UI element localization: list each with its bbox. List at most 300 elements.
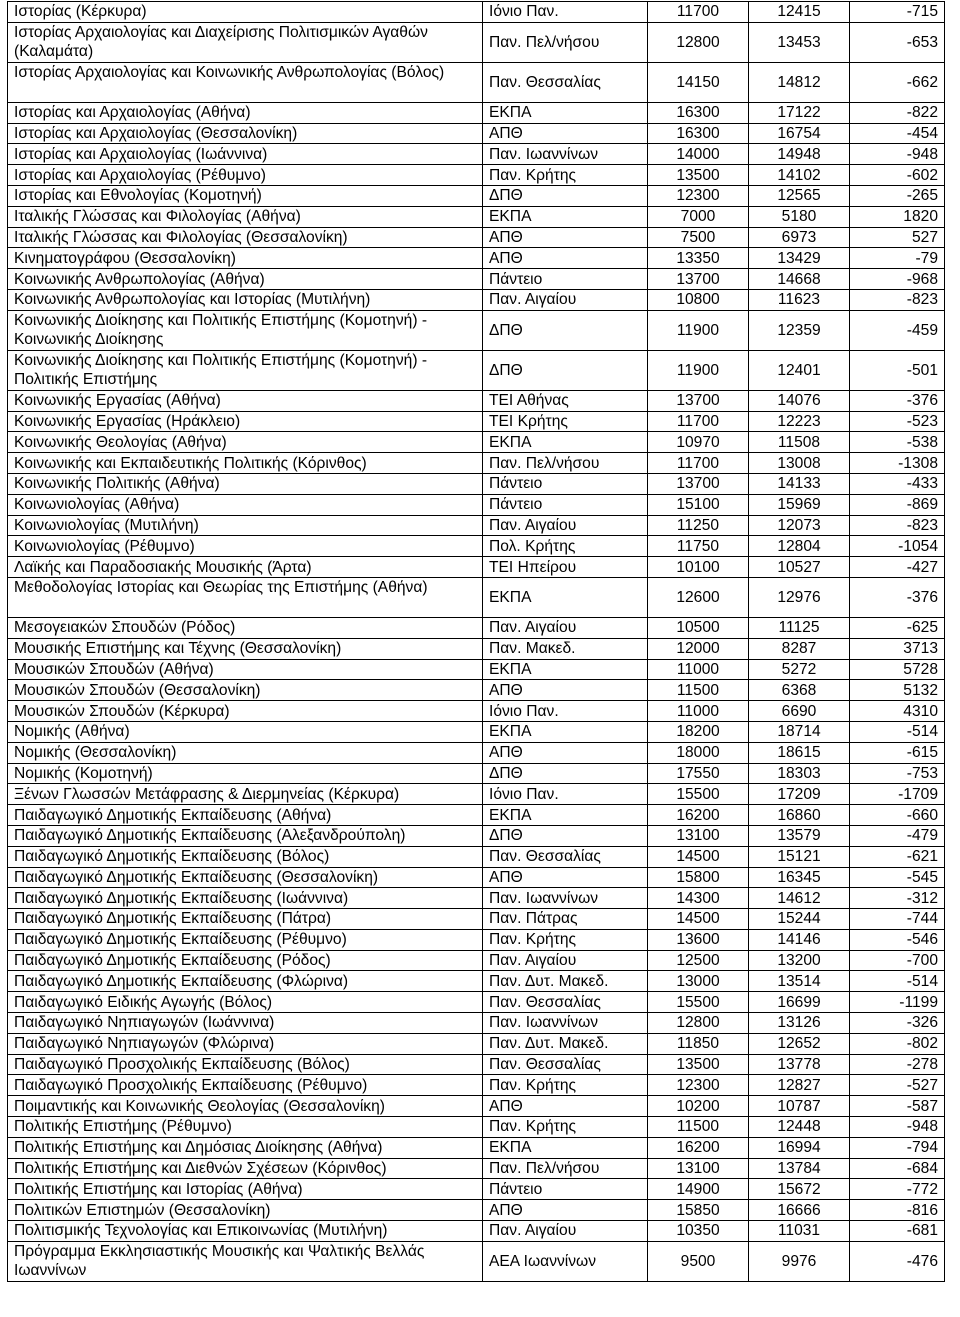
institution-cell: Πάντειο xyxy=(483,1179,648,1200)
base-score-cell: 10100 xyxy=(648,557,749,578)
difference-cell: -278 xyxy=(850,1054,945,1075)
table-row xyxy=(8,617,945,638)
base-score-cell: 14150 xyxy=(648,62,749,102)
base-score-cell: 15500 xyxy=(648,992,749,1013)
last-admitted-cell: 16345 xyxy=(749,867,850,888)
table-row xyxy=(8,185,945,206)
last-admitted-cell: 12976 xyxy=(749,577,850,617)
table-row xyxy=(8,494,945,515)
difference-cell: -376 xyxy=(850,390,945,411)
institution-cell: ΑΕΑ Ιωαννίνων xyxy=(483,1241,648,1281)
table-row xyxy=(8,701,945,722)
department-cell: Νομικής (Θεσσαλονίκη) xyxy=(8,742,483,763)
department-cell: Παιδαγωγικό Νηπιαγωγών (Φλώρινα) xyxy=(8,1033,483,1054)
institution-cell: ΑΠΘ xyxy=(483,1200,648,1221)
institution-cell: ΑΠΘ xyxy=(483,248,648,269)
institution-cell: Πάντειο xyxy=(483,473,648,494)
department-cell: Μουσικών Σπουδών (Αθήνα) xyxy=(8,659,483,680)
last-admitted-cell: 14133 xyxy=(749,473,850,494)
last-admitted-cell: 11623 xyxy=(749,289,850,310)
last-admitted-cell: 12448 xyxy=(749,1117,850,1138)
base-score-cell: 16200 xyxy=(648,1137,749,1158)
department-cell: Μουσικής Επιστήμης και Τέχνης (Θεσσαλονίκη) xyxy=(8,638,483,659)
base-score-cell: 13700 xyxy=(648,473,749,494)
base-score-cell: 17550 xyxy=(648,763,749,784)
difference-cell: -816 xyxy=(850,1200,945,1221)
last-admitted-cell: 13784 xyxy=(749,1158,850,1179)
last-admitted-cell: 15672 xyxy=(749,1179,850,1200)
department-cell: Παιδαγωγικό Δημοτικής Εκπαίδευσης (Θεσσαλονίκη) xyxy=(8,867,483,888)
table-row xyxy=(8,805,945,826)
difference-cell: -479 xyxy=(850,825,945,846)
department-cell: Πολιτικής Επιστήμης και Διεθνών Σχέσεων (Κόρινθος) xyxy=(8,1158,483,1179)
base-score-cell: 10200 xyxy=(648,1096,749,1117)
last-admitted-cell: 18303 xyxy=(749,763,850,784)
table-row xyxy=(8,411,945,432)
department-cell: Παιδαγωγικό Δημοτικής Εκπαίδευσης (Ρέθυμνο) xyxy=(8,929,483,950)
difference-cell: 527 xyxy=(850,227,945,248)
difference-cell: -700 xyxy=(850,950,945,971)
last-admitted-cell: 14668 xyxy=(749,269,850,290)
table-row xyxy=(8,846,945,867)
difference-cell: -602 xyxy=(850,165,945,186)
institution-cell: Παν. Ιωαννίνων xyxy=(483,1013,648,1034)
last-admitted-cell: 16666 xyxy=(749,1200,850,1221)
difference-cell: -869 xyxy=(850,494,945,515)
table-row xyxy=(8,867,945,888)
base-score-cell: 11000 xyxy=(648,701,749,722)
base-score-cell: 11500 xyxy=(648,1117,749,1138)
last-admitted-cell: 5272 xyxy=(749,659,850,680)
table-row xyxy=(8,1096,945,1117)
base-score-cell: 14000 xyxy=(648,144,749,165)
last-admitted-cell: 12415 xyxy=(749,2,850,23)
department-cell: Κινηματογράφου (Θεσσαλονίκη) xyxy=(8,248,483,269)
table-row xyxy=(8,144,945,165)
difference-cell: -744 xyxy=(850,909,945,930)
base-score-cell: 11000 xyxy=(648,659,749,680)
difference-cell: -1709 xyxy=(850,784,945,805)
base-score-cell: 12000 xyxy=(648,638,749,659)
difference-cell: -546 xyxy=(850,929,945,950)
institution-cell: Παν. Αιγαίου xyxy=(483,617,648,638)
difference-cell: -822 xyxy=(850,102,945,123)
institution-cell: Παν. Κρήτης xyxy=(483,165,648,186)
department-cell: Λαϊκής και Παραδοσιακής Μουσικής (Άρτα) xyxy=(8,557,483,578)
base-score-cell: 14300 xyxy=(648,888,749,909)
base-score-cell: 11750 xyxy=(648,536,749,557)
last-admitted-cell: 6973 xyxy=(749,227,850,248)
table-row xyxy=(8,1075,945,1096)
difference-cell: -684 xyxy=(850,1158,945,1179)
institution-cell: Παν. Δυτ. Μακεδ. xyxy=(483,1033,648,1054)
table-row xyxy=(8,453,945,474)
table-row xyxy=(8,102,945,123)
base-score-cell: 12600 xyxy=(648,577,749,617)
base-score-cell: 15850 xyxy=(648,1200,749,1221)
difference-cell: -823 xyxy=(850,515,945,536)
difference-cell: -433 xyxy=(850,473,945,494)
difference-cell: -968 xyxy=(850,269,945,290)
last-admitted-cell: 12223 xyxy=(749,411,850,432)
table-row xyxy=(8,1241,945,1281)
department-cell: Μουσικών Σπουδών (Θεσσαλονίκη) xyxy=(8,680,483,701)
department-cell: Ιταλικής Γλώσσας και Φιλολογίας (Αθήνα) xyxy=(8,206,483,227)
institution-cell: ΕΚΠΑ xyxy=(483,659,648,680)
table-row xyxy=(8,1054,945,1075)
department-cell: Πολιτικής Επιστήμης και Δημόσιας Διοίκησης (Αθήνα) xyxy=(8,1137,483,1158)
last-admitted-cell: 5180 xyxy=(749,206,850,227)
difference-cell: -948 xyxy=(850,144,945,165)
base-score-cell: 7500 xyxy=(648,227,749,248)
table-row xyxy=(8,123,945,144)
last-admitted-cell: 14076 xyxy=(749,390,850,411)
base-score-cell: 11700 xyxy=(648,453,749,474)
last-admitted-cell: 12827 xyxy=(749,1075,850,1096)
last-admitted-cell: 12652 xyxy=(749,1033,850,1054)
department-cell: Ιστορίας (Κέρκυρα) xyxy=(8,2,483,23)
base-score-cell: 16300 xyxy=(648,123,749,144)
department-cell: Ξένων Γλωσσών Μετάφρασης & Διερμηνείας (Κέρκυρα) xyxy=(8,784,483,805)
difference-cell: 5132 xyxy=(850,680,945,701)
table-row xyxy=(8,1137,945,1158)
last-admitted-cell: 12565 xyxy=(749,185,850,206)
institution-cell: Παν. Αιγαίου xyxy=(483,1221,648,1242)
base-score-cell: 11500 xyxy=(648,680,749,701)
base-score-cell: 11250 xyxy=(648,515,749,536)
last-admitted-cell: 16699 xyxy=(749,992,850,1013)
last-admitted-cell: 18714 xyxy=(749,721,850,742)
table-row xyxy=(8,971,945,992)
last-admitted-cell: 16860 xyxy=(749,805,850,826)
institution-cell: ΤΕΙ Κρήτης xyxy=(483,411,648,432)
department-cell: Πολιτικής Επιστήμης (Ρέθυμνο) xyxy=(8,1117,483,1138)
difference-cell: -715 xyxy=(850,2,945,23)
last-admitted-cell: 11125 xyxy=(749,617,850,638)
table-row xyxy=(8,557,945,578)
institution-cell: Πάντειο xyxy=(483,494,648,515)
base-score-cell: 10500 xyxy=(648,617,749,638)
base-score-cell: 14900 xyxy=(648,1179,749,1200)
difference-cell: -538 xyxy=(850,432,945,453)
department-cell: Νομικής (Αθήνα) xyxy=(8,721,483,742)
base-score-cell: 11700 xyxy=(648,411,749,432)
table-body xyxy=(8,2,945,1282)
difference-cell: -625 xyxy=(850,617,945,638)
table-row xyxy=(8,763,945,784)
table-row xyxy=(8,825,945,846)
last-admitted-cell: 13126 xyxy=(749,1013,850,1034)
base-score-cell: 12800 xyxy=(648,22,749,62)
institution-cell: ΕΚΠΑ xyxy=(483,805,648,826)
department-cell: Παιδαγωγικό Δημοτικής Εκπαίδευσης (Ρόδος) xyxy=(8,950,483,971)
base-score-cell: 12300 xyxy=(648,1075,749,1096)
last-admitted-cell: 14102 xyxy=(749,165,850,186)
table-row xyxy=(8,992,945,1013)
department-cell: Κοινωνιολογίας (Μυτιλήνη) xyxy=(8,515,483,536)
institution-cell: Παν. Αιγαίου xyxy=(483,950,648,971)
base-score-cell: 13700 xyxy=(648,269,749,290)
difference-cell: -79 xyxy=(850,248,945,269)
difference-cell: -1054 xyxy=(850,536,945,557)
last-admitted-cell: 18615 xyxy=(749,742,850,763)
base-score-cell: 14500 xyxy=(648,909,749,930)
table-row xyxy=(8,269,945,290)
table-row xyxy=(8,62,945,102)
base-score-cell: 16300 xyxy=(648,102,749,123)
department-cell: Κοινωνικής και Εκπαιδευτικής Πολιτικής (Κόρινθος) xyxy=(8,453,483,474)
department-cell: Ιστορίας και Αρχαιολογίας (Ρέθυμνο) xyxy=(8,165,483,186)
department-cell: Κοινωνιολογίας (Αθήνα) xyxy=(8,494,483,515)
department-cell: Κοινωνιολογίας (Ρέθυμνο) xyxy=(8,536,483,557)
table-row xyxy=(8,515,945,536)
base-score-cell: 14500 xyxy=(648,846,749,867)
base-score-cell: 13600 xyxy=(648,929,749,950)
institution-cell: Παν. Δυτ. Μακεδ. xyxy=(483,971,648,992)
last-admitted-cell: 13200 xyxy=(749,950,850,971)
difference-cell: -948 xyxy=(850,1117,945,1138)
difference-cell: -527 xyxy=(850,1075,945,1096)
table-row xyxy=(8,784,945,805)
base-score-cell: 13500 xyxy=(648,165,749,186)
table-row xyxy=(8,2,945,23)
table-row xyxy=(8,1013,945,1034)
department-cell: Μουσικών Σπουδών (Κέρκυρα) xyxy=(8,701,483,722)
department-cell: Πολιτικών Επιστημών (Θεσσαλονίκη) xyxy=(8,1200,483,1221)
department-cell: Παιδαγωγικό Δημοτικής Εκπαίδευσης (Βόλος) xyxy=(8,846,483,867)
difference-cell: -476 xyxy=(850,1241,945,1281)
table-row xyxy=(8,1221,945,1242)
department-cell: Παιδαγωγικό Δημοτικής Εκπαίδευσης (Αλεξανδρούπολη) xyxy=(8,825,483,846)
table-row xyxy=(8,909,945,930)
base-score-cell: 7000 xyxy=(648,206,749,227)
table-row xyxy=(8,206,945,227)
institution-cell: ΑΠΘ xyxy=(483,867,648,888)
department-cell: Κοινωνικής Εργασίας (Αθήνα) xyxy=(8,390,483,411)
institution-cell: Ιόνιο Παν. xyxy=(483,701,648,722)
last-admitted-cell: 6368 xyxy=(749,680,850,701)
institution-cell: Παν. Θεσσαλίας xyxy=(483,1054,648,1075)
last-admitted-cell: 12401 xyxy=(749,350,850,390)
base-score-cell: 12500 xyxy=(648,950,749,971)
base-score-cell: 11900 xyxy=(648,350,749,390)
difference-cell: -621 xyxy=(850,846,945,867)
base-score-cell: 10970 xyxy=(648,432,749,453)
department-cell: Κοινωνικής Θεολογίας (Αθήνα) xyxy=(8,432,483,453)
difference-cell: -681 xyxy=(850,1221,945,1242)
table-row xyxy=(8,888,945,909)
last-admitted-cell: 16994 xyxy=(749,1137,850,1158)
table-row xyxy=(8,350,945,390)
institution-cell: Παν. Πελ/νήσου xyxy=(483,1158,648,1179)
institution-cell: Παν. Πελ/νήσου xyxy=(483,22,648,62)
institution-cell: Παν. Θεσσαλίας xyxy=(483,992,648,1013)
last-admitted-cell: 13429 xyxy=(749,248,850,269)
table-row xyxy=(8,289,945,310)
base-score-cell: 9500 xyxy=(648,1241,749,1281)
department-cell: Ιστορίας και Αρχαιολογίας (Αθήνα) xyxy=(8,102,483,123)
institution-cell: Παν. Ιωαννίνων xyxy=(483,888,648,909)
institution-cell: Παν. Θεσσαλίας xyxy=(483,846,648,867)
institution-cell: Παν. Μακεδ. xyxy=(483,638,648,659)
difference-cell: 4310 xyxy=(850,701,945,722)
difference-cell: -662 xyxy=(850,62,945,102)
institution-cell: ΑΠΘ xyxy=(483,680,648,701)
table-row xyxy=(8,929,945,950)
difference-cell: 5728 xyxy=(850,659,945,680)
table-row xyxy=(8,577,945,617)
base-score-cell: 12800 xyxy=(648,1013,749,1034)
department-cell: Ιστορίας και Εθνολογίας (Κομοτηνή) xyxy=(8,185,483,206)
last-admitted-cell: 17209 xyxy=(749,784,850,805)
table-row xyxy=(8,950,945,971)
department-cell: Πολιτισμικής Τεχνολογίας και Επικοινωνίας (Μυτιλήνη) xyxy=(8,1221,483,1242)
difference-cell: -454 xyxy=(850,123,945,144)
table-row xyxy=(8,432,945,453)
base-score-cell: 10800 xyxy=(648,289,749,310)
last-admitted-cell: 17122 xyxy=(749,102,850,123)
table-row xyxy=(8,473,945,494)
base-score-cell: 13700 xyxy=(648,390,749,411)
last-admitted-cell: 13579 xyxy=(749,825,850,846)
table-row xyxy=(8,721,945,742)
department-cell: Παιδαγωγικό Δημοτικής Εκπαίδευσης (Ιωάννινα) xyxy=(8,888,483,909)
institution-cell: Ιόνιο Παν. xyxy=(483,784,648,805)
last-admitted-cell: 8287 xyxy=(749,638,850,659)
institution-cell: Πολ. Κρήτης xyxy=(483,536,648,557)
base-score-cell: 18200 xyxy=(648,721,749,742)
department-cell: Κοινωνικής Διοίκησης και Πολιτικής Επιστήμης (Κομοτηνή) - Κοινωνικής Διοίκησης xyxy=(8,310,483,350)
last-admitted-cell: 11031 xyxy=(749,1221,850,1242)
base-score-cell: 13000 xyxy=(648,971,749,992)
base-score-cell: 15800 xyxy=(648,867,749,888)
difference-cell: -326 xyxy=(850,1013,945,1034)
base-score-cell: 16200 xyxy=(648,805,749,826)
difference-cell: -265 xyxy=(850,185,945,206)
base-score-cell: 18000 xyxy=(648,742,749,763)
department-cell: Κοινωνικής Εργασίας (Ηράκλειο) xyxy=(8,411,483,432)
difference-cell: -501 xyxy=(850,350,945,390)
department-cell: Κοινωνικής Ανθρωπολογίας και Ιστορίας (Μυτιλήνη) xyxy=(8,289,483,310)
department-cell: Παιδαγωγικό Προσχολικής Εκπαίδευσης (Βόλος) xyxy=(8,1054,483,1075)
difference-cell: -753 xyxy=(850,763,945,784)
institution-cell: ΑΠΘ xyxy=(483,227,648,248)
table-row xyxy=(8,248,945,269)
difference-cell: -376 xyxy=(850,577,945,617)
department-cell: Κοινωνικής Πολιτικής (Αθήνα) xyxy=(8,473,483,494)
institution-cell: Παν. Πάτρας xyxy=(483,909,648,930)
difference-cell: -587 xyxy=(850,1096,945,1117)
difference-cell: -823 xyxy=(850,289,945,310)
difference-cell: -459 xyxy=(850,310,945,350)
institution-cell: ΤΕΙ Αθήνας xyxy=(483,390,648,411)
base-score-cell: 11900 xyxy=(648,310,749,350)
institution-cell: Ιόνιο Παν. xyxy=(483,2,648,23)
department-cell: Πρόγραμμα Εκκλησιαστικής Μουσικής και Ψαλτικής Βελλάς Ιωαννίνων xyxy=(8,1241,483,1281)
difference-cell: -772 xyxy=(850,1179,945,1200)
table-row xyxy=(8,1033,945,1054)
institution-cell: ΔΠΘ xyxy=(483,825,648,846)
last-admitted-cell: 12359 xyxy=(749,310,850,350)
base-score-cell: 15100 xyxy=(648,494,749,515)
difference-cell: -514 xyxy=(850,971,945,992)
department-cell: Ποιμαντικής και Κοινωνικής Θεολογίας (Θεσσαλονίκη) xyxy=(8,1096,483,1117)
table-row xyxy=(8,659,945,680)
last-admitted-cell: 10527 xyxy=(749,557,850,578)
difference-cell: -427 xyxy=(850,557,945,578)
base-score-cell: 15500 xyxy=(648,784,749,805)
institution-cell: ΤΕΙ Ηπείρου xyxy=(483,557,648,578)
last-admitted-cell: 14146 xyxy=(749,929,850,950)
department-cell: Νομικής (Κομοτηνή) xyxy=(8,763,483,784)
base-score-cell: 13500 xyxy=(648,1054,749,1075)
department-cell: Παιδαγωγικό Δημοτικής Εκπαίδευσης (Πάτρα) xyxy=(8,909,483,930)
difference-cell: -1199 xyxy=(850,992,945,1013)
difference-cell: 1820 xyxy=(850,206,945,227)
last-admitted-cell: 11508 xyxy=(749,432,850,453)
last-admitted-cell: 15969 xyxy=(749,494,850,515)
institution-cell: Παν. Κρήτης xyxy=(483,1075,648,1096)
base-score-cell: 13100 xyxy=(648,825,749,846)
institution-cell: ΔΠΘ xyxy=(483,350,648,390)
institution-cell: Παν. Αιγαίου xyxy=(483,289,648,310)
last-admitted-cell: 14948 xyxy=(749,144,850,165)
admission-scores-table xyxy=(7,1,945,1282)
base-score-cell: 13350 xyxy=(648,248,749,269)
difference-cell: -514 xyxy=(850,721,945,742)
department-cell: Κοινωνικής Ανθρωπολογίας (Αθήνα) xyxy=(8,269,483,290)
difference-cell: 3713 xyxy=(850,638,945,659)
institution-cell: ΑΠΘ xyxy=(483,123,648,144)
institution-cell: ΕΚΠΑ xyxy=(483,102,648,123)
table-row xyxy=(8,638,945,659)
institution-cell: Παν. Ιωαννίνων xyxy=(483,144,648,165)
last-admitted-cell: 9976 xyxy=(749,1241,850,1281)
difference-cell: -545 xyxy=(850,867,945,888)
institution-cell: ΕΚΠΑ xyxy=(483,206,648,227)
base-score-cell: 11700 xyxy=(648,2,749,23)
base-score-cell: 12300 xyxy=(648,185,749,206)
institution-cell: ΕΚΠΑ xyxy=(483,721,648,742)
institution-cell: Παν. Θεσσαλίας xyxy=(483,62,648,102)
institution-cell: Πάντειο xyxy=(483,269,648,290)
table-row xyxy=(8,1200,945,1221)
last-admitted-cell: 12804 xyxy=(749,536,850,557)
table-row xyxy=(8,227,945,248)
institution-cell: Παν. Αιγαίου xyxy=(483,515,648,536)
department-cell: Παιδαγωγικό Δημοτικής Εκπαίδευσης (Φλώρινα) xyxy=(8,971,483,992)
table-row xyxy=(8,310,945,350)
department-cell: Παιδαγωγικό Ειδικής Αγωγής (Βόλος) xyxy=(8,992,483,1013)
institution-cell: ΕΚΠΑ xyxy=(483,577,648,617)
last-admitted-cell: 13778 xyxy=(749,1054,850,1075)
table-row xyxy=(8,1117,945,1138)
base-score-cell: 10350 xyxy=(648,1221,749,1242)
institution-cell: ΔΠΘ xyxy=(483,310,648,350)
last-admitted-cell: 12073 xyxy=(749,515,850,536)
base-score-cell: 11850 xyxy=(648,1033,749,1054)
last-admitted-cell: 13453 xyxy=(749,22,850,62)
institution-cell: ΑΠΘ xyxy=(483,742,648,763)
department-cell: Ιστορίας Αρχαιολογίας και Διαχείρισης Πολιτισμικών Αγαθών (Καλαμάτα) xyxy=(8,22,483,62)
table-row xyxy=(8,1179,945,1200)
department-cell: Κοινωνικής Διοίκησης και Πολιτικής Επιστήμης (Κομοτηνή) - Πολιτικής Επιστήμης xyxy=(8,350,483,390)
table-row xyxy=(8,680,945,701)
department-cell: Ιστορίας και Αρχαιολογίας (Θεσσαλονίκη) xyxy=(8,123,483,144)
table-row xyxy=(8,165,945,186)
institution-cell: Παν. Κρήτης xyxy=(483,1117,648,1138)
difference-cell: -653 xyxy=(850,22,945,62)
